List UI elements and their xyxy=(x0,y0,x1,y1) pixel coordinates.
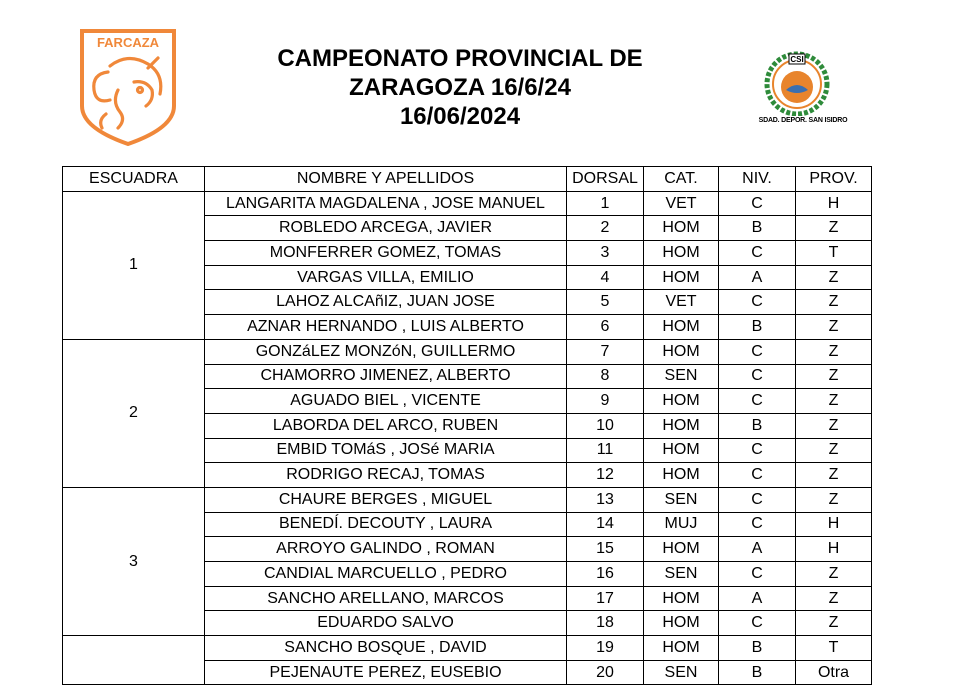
level-cell: C xyxy=(719,611,796,636)
player-name-cell: ARROYO GALINDO , ROMAN xyxy=(205,537,567,562)
dorsal-cell: 12 xyxy=(567,463,644,488)
level-cell: C xyxy=(719,364,796,389)
category-cell: SEN xyxy=(644,487,719,512)
province-cell: T xyxy=(796,636,872,661)
document-title xyxy=(230,44,690,131)
player-name-cell: RODRIGO RECAJ, TOMAS xyxy=(205,463,567,488)
category-cell: SEN xyxy=(644,364,719,389)
logo-text: FARCAZA xyxy=(96,35,160,50)
player-name-cell: EMBID TOMáS , JOSé MARIA xyxy=(205,438,567,463)
dorsal-cell: 17 xyxy=(567,586,644,611)
title-line-1: CAMPEONATO PROVINCIAL DE xyxy=(277,45,643,72)
category-cell: HOM xyxy=(644,413,719,438)
dorsal-cell: 5 xyxy=(567,290,644,315)
level-cell: B xyxy=(719,636,796,661)
province-cell: Z xyxy=(796,216,872,241)
level-cell: A xyxy=(719,265,796,290)
province-cell: Z xyxy=(796,339,872,364)
player-name-cell: AGUADO BIEL , VICENTE xyxy=(205,389,567,414)
category-cell: HOM xyxy=(644,265,719,290)
squad-cell xyxy=(63,636,205,685)
dorsal-cell: 1 xyxy=(567,191,644,216)
column-header-prov: PROV. xyxy=(796,167,872,192)
level-cell: C xyxy=(719,562,796,587)
table-row xyxy=(63,636,872,661)
player-name-cell: VARGAS VILLA, EMILIO xyxy=(205,265,567,290)
province-cell: H xyxy=(796,537,872,562)
level-cell: C xyxy=(719,339,796,364)
category-cell: HOM xyxy=(644,216,719,241)
dorsal-cell: 8 xyxy=(567,364,644,389)
title-date: 16/06/2024 xyxy=(399,103,521,130)
dorsal-cell: 9 xyxy=(567,389,644,414)
province-cell: Z xyxy=(796,611,872,636)
level-cell: C xyxy=(719,241,796,266)
category-cell: HOM xyxy=(644,339,719,364)
province-cell: Z xyxy=(796,562,872,587)
level-cell: A xyxy=(719,537,796,562)
player-name-cell: AZNAR HERNANDO , LUIS ALBERTO xyxy=(205,315,567,340)
title-line-2: ZARAGOZA 16/6/24 xyxy=(349,74,571,101)
column-header-escuadra: ESCUADRA xyxy=(63,167,205,192)
category-cell: HOM xyxy=(644,438,719,463)
dorsal-cell: 3 xyxy=(567,241,644,266)
level-cell: B xyxy=(719,216,796,241)
dorsal-cell: 14 xyxy=(567,512,644,537)
player-name-cell: BENEDÍ. DECOUTY , LAURA xyxy=(205,512,567,537)
dorsal-cell: 20 xyxy=(567,660,644,685)
category-cell: SEN xyxy=(644,562,719,587)
province-cell: Z xyxy=(796,463,872,488)
squad-cell: 3 xyxy=(63,487,205,635)
player-name-cell: PEJENAUTE PEREZ, EUSEBIO xyxy=(205,660,567,685)
category-cell: HOM xyxy=(644,389,719,414)
player-name-cell: CHAMORRO JIMENEZ, ALBERTO xyxy=(205,364,567,389)
province-cell: Z xyxy=(796,487,872,512)
dorsal-cell: 19 xyxy=(567,636,644,661)
province-cell: H xyxy=(796,191,872,216)
column-header-niv: NIV. xyxy=(719,167,796,192)
squad-cell: 1 xyxy=(63,191,205,339)
category-cell: VET xyxy=(644,191,719,216)
player-name-cell: LANGARITA MAGDALENA , JOSE MANUEL xyxy=(205,191,567,216)
province-cell: Z xyxy=(796,290,872,315)
level-cell: B xyxy=(719,315,796,340)
dorsal-cell: 7 xyxy=(567,339,644,364)
club-seal-logo xyxy=(760,50,846,130)
province-cell: Z xyxy=(796,364,872,389)
column-header-nombre: NOMBRE Y APELLIDOS xyxy=(205,167,567,192)
province-cell: Z xyxy=(796,438,872,463)
player-name-cell: GONZáLEZ MONZóN, GUILLERMO xyxy=(205,339,567,364)
category-cell: VET xyxy=(644,290,719,315)
level-cell: B xyxy=(719,660,796,685)
category-cell: HOM xyxy=(644,315,719,340)
dorsal-cell: 11 xyxy=(567,438,644,463)
farcaza-logo xyxy=(78,28,178,146)
level-cell: B xyxy=(719,413,796,438)
province-cell: Z xyxy=(796,413,872,438)
level-cell: C xyxy=(719,191,796,216)
dorsal-cell: 2 xyxy=(567,216,644,241)
province-cell: Z xyxy=(796,315,872,340)
level-cell: C xyxy=(719,463,796,488)
table-row xyxy=(63,191,872,216)
player-name-cell: LABORDA DEL ARCO, RUBEN xyxy=(205,413,567,438)
province-cell: Otra xyxy=(796,660,872,685)
dorsal-cell: 18 xyxy=(567,611,644,636)
level-cell: C xyxy=(719,438,796,463)
province-cell: Z xyxy=(796,389,872,414)
category-cell: HOM xyxy=(644,586,719,611)
category-cell: HOM xyxy=(644,241,719,266)
level-cell: C xyxy=(719,389,796,414)
level-cell: A xyxy=(719,586,796,611)
squad-cell: 2 xyxy=(63,339,205,487)
province-cell: Z xyxy=(796,265,872,290)
level-cell: C xyxy=(719,487,796,512)
category-cell: HOM xyxy=(644,463,719,488)
dorsal-cell: 13 xyxy=(567,487,644,512)
column-header-dorsal: DORSAL xyxy=(567,167,644,192)
player-name-cell: SANCHO BOSQUE , DAVID xyxy=(205,636,567,661)
level-cell: C xyxy=(719,512,796,537)
player-name-cell: MONFERRER GOMEZ, TOMAS xyxy=(205,241,567,266)
player-name-cell: CHAURE BERGES , MIGUEL xyxy=(205,487,567,512)
table-header-row xyxy=(63,167,872,192)
category-cell: HOM xyxy=(644,636,719,661)
category-cell: HOM xyxy=(644,611,719,636)
seal-badge-text: CSI xyxy=(790,55,804,64)
seal-caption: SDAD. DEPOR. SAN ISIDRO xyxy=(758,117,848,124)
player-name-cell: LAHOZ ALCAñIZ, JUAN JOSE xyxy=(205,290,567,315)
table-row xyxy=(63,487,872,512)
category-cell: MUJ xyxy=(644,512,719,537)
roster-table xyxy=(62,166,872,685)
dorsal-cell: 10 xyxy=(567,413,644,438)
category-cell: HOM xyxy=(644,537,719,562)
player-name-cell: SANCHO ARELLANO, MARCOS xyxy=(205,586,567,611)
province-cell: Z xyxy=(796,586,872,611)
dorsal-cell: 16 xyxy=(567,562,644,587)
player-name-cell: CANDIAL MARCUELLO , PEDRO xyxy=(205,562,567,587)
player-name-cell: EDUARDO SALVO xyxy=(205,611,567,636)
player-name-cell: ROBLEDO ARCEGA, JAVIER xyxy=(205,216,567,241)
table-row xyxy=(63,339,872,364)
dorsal-cell: 4 xyxy=(567,265,644,290)
column-header-cat: CAT. xyxy=(644,167,719,192)
province-cell: H xyxy=(796,512,872,537)
dorsal-cell: 6 xyxy=(567,315,644,340)
category-cell: SEN xyxy=(644,660,719,685)
level-cell: C xyxy=(719,290,796,315)
province-cell: T xyxy=(796,241,872,266)
dorsal-cell: 15 xyxy=(567,537,644,562)
